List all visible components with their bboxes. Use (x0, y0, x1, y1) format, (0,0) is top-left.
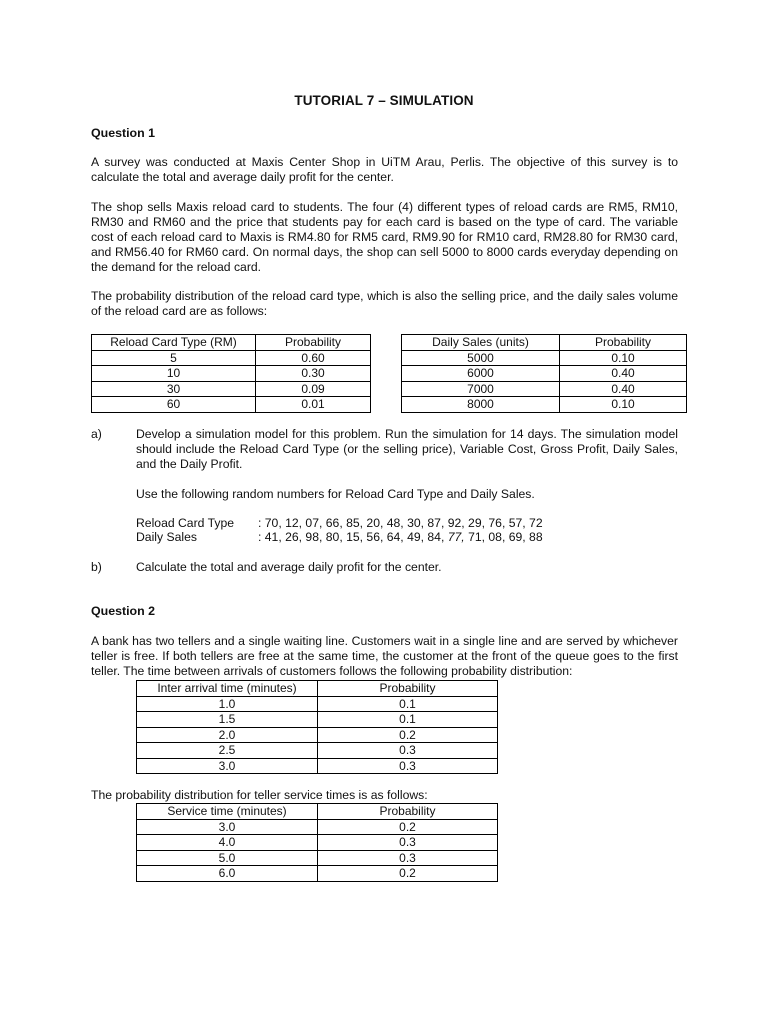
table-row (137, 866, 498, 882)
random-numbers-sales-row (136, 530, 543, 545)
random-numbers-card-row (136, 516, 543, 531)
table-cell: 5 (92, 350, 256, 366)
table-header: Probability (256, 335, 371, 351)
table-row (137, 696, 498, 712)
table-header: Probability (318, 681, 498, 697)
random-numbers-sales-label: Daily Sales (136, 530, 197, 544)
q1-paragraph-3: The probability distribution of the reload card type, which is also the selling price, and the daily sales volume of the reload card are as follows: (91, 289, 678, 318)
table-cell: 5000 (402, 350, 560, 366)
page-title: TUTORIAL 7 – SIMULATION (294, 93, 474, 108)
table-header-row (137, 681, 498, 697)
daily-sales-table (401, 334, 687, 413)
random-numbers-card-label: Reload Card Type (136, 516, 235, 530)
random-numbers-sales-italic: 77, (447, 530, 465, 544)
part-a-instructions: Use the following random numbers for Reload Card Type and Daily Sales. (136, 487, 535, 501)
table-cell: 0.10 (560, 397, 687, 413)
table-header: Probability (318, 804, 498, 820)
question-1-heading: Question 1 (91, 126, 156, 140)
table-cell: 0.2 (318, 866, 498, 882)
table-cell: 5.0 (137, 850, 318, 866)
table-row (137, 727, 498, 743)
table-cell: 0.10 (560, 350, 687, 366)
random-numbers-sales-values: : 41, 26, 98, 80, 15, 56, 64, 49, 84, (258, 530, 448, 544)
table-cell: 6000 (402, 366, 560, 382)
table-cell: 4.0 (137, 835, 318, 851)
question-2-heading: Question 2 (91, 604, 156, 618)
table-cell: 0.09 (256, 381, 371, 397)
inter-arrival-table (136, 680, 498, 774)
table-cell: 30 (92, 381, 256, 397)
table-row (92, 366, 371, 382)
table-cell: 7000 (402, 381, 560, 397)
table-row (402, 381, 687, 397)
part-b-text: Calculate the total and average daily profit for the center. (136, 560, 442, 574)
table-cell: 60 (92, 397, 256, 413)
table-header: Probability (560, 335, 687, 351)
random-numbers-card-values: : 70, 12, 07, 66, 85, 20, 48, 30, 87, 92, 29, 76, 57, 72 (258, 516, 543, 530)
table-cell: 0.1 (318, 712, 498, 728)
table-header: Reload Card Type (RM) (92, 335, 256, 351)
table-row (402, 397, 687, 413)
table-cell: 0.3 (318, 835, 498, 851)
table-header: Service time (minutes) (137, 804, 318, 820)
table-cell: 2.0 (137, 727, 318, 743)
table-header-row (92, 335, 371, 351)
table-cell: 0.40 (560, 366, 687, 382)
table-cell: 0.1 (318, 696, 498, 712)
part-a-text: Develop a simulation model for this problem. Run the simulation for 14 days. The simulation model should include the Reload Card Type (or the selling price), Variable Cost, Gross Profit, Daily Sales, and the Daily Profit. (136, 427, 678, 471)
q1-paragraph-2: The shop sells Maxis reload card to students. The four (4) different types of reload cards are RM5, RM10, RM30 and RM60 and the price that students pay for each card is based on the type of card. The variable cost of each reload card to Maxis is RM4.80 for RM5 card, RM9.90 for RM10 card, RM28.80 for RM30 card, and RM56.40 for RM60 card. On normal days, the shop can sell 5000 to 8000 cards everyday depending on the demand for the reload card. (91, 200, 678, 274)
table-cell: 1.5 (137, 712, 318, 728)
table-cell: 8000 (402, 397, 560, 413)
service-time-table (136, 803, 498, 882)
part-b-label: b) (91, 560, 102, 574)
table-cell: 0.60 (256, 350, 371, 366)
table-row (92, 397, 371, 413)
table-cell: 0.40 (560, 381, 687, 397)
table-cell: 3.0 (137, 819, 318, 835)
table-header: Inter arrival time (minutes) (137, 681, 318, 697)
table-cell: 10 (92, 366, 256, 382)
table-cell: 0.2 (318, 727, 498, 743)
table-row (137, 819, 498, 835)
q2-paragraph-2: The probability distribution for teller service times is as follows: (91, 788, 428, 802)
q2-paragraph-1: A bank has two tellers and a single waiting line. Customers wait in a single line and are served by whichever teller is free. If both tellers are free at the same time, the customer at the front of the queue goes to the first teller. The time between arrivals of customers follows the following probability distribution: (91, 634, 678, 678)
part-a-label: a) (91, 427, 102, 441)
table-cell: 0.01 (256, 397, 371, 413)
table-header: Daily Sales (units) (402, 335, 560, 351)
random-numbers-sales-values-end: 71, 08, 69, 88 (464, 530, 543, 544)
q1-paragraph-1: A survey was conducted at Maxis Center Shop in UiTM Arau, Perlis. The objective of this survey is to calculate the total and average daily profit for the center. (91, 155, 678, 184)
table-cell: 0.3 (318, 743, 498, 759)
table-header-row (137, 804, 498, 820)
table-row (92, 350, 371, 366)
table-cell: 0.3 (318, 850, 498, 866)
table-row (137, 850, 498, 866)
reload-card-table (91, 334, 371, 413)
table-cell: 2.5 (137, 743, 318, 759)
table-cell: 0.2 (318, 819, 498, 835)
table-row (137, 743, 498, 759)
table-row (402, 350, 687, 366)
table-header-row (402, 335, 687, 351)
table-cell: 1.0 (137, 696, 318, 712)
table-row (402, 366, 687, 382)
table-row (137, 835, 498, 851)
table-cell: 0.3 (318, 758, 498, 774)
table-row (92, 381, 371, 397)
table-cell: 3.0 (137, 758, 318, 774)
table-cell: 6.0 (137, 866, 318, 882)
table-cell: 0.30 (256, 366, 371, 382)
table-row (137, 758, 498, 774)
table-row (137, 712, 498, 728)
